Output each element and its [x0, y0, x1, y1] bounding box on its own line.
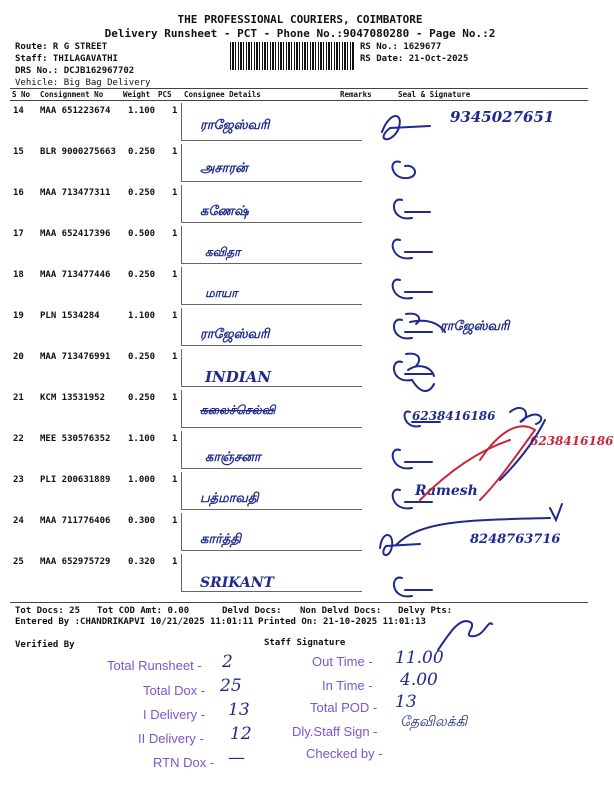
row-sno: 21	[13, 393, 24, 403]
seal-handwriting: Ramesh	[415, 483, 478, 499]
row-weight: 1.000	[128, 475, 156, 485]
row-pcs: 1	[172, 147, 178, 157]
row-weight: 0.250	[128, 147, 156, 157]
stamp-staff-sign-value: தேவிலக்கி	[400, 714, 468, 730]
col-weight: Weight	[123, 90, 151, 99]
stamp-out-time: Out Time -	[312, 654, 373, 669]
row-weight: 0.250	[128, 352, 156, 362]
row-sno: 19	[13, 311, 24, 321]
row-sno: 14	[13, 106, 24, 116]
header-rule-top	[10, 88, 588, 89]
row-weight: 0.500	[128, 229, 156, 239]
non-delvd-docs: Non Delvd Docs:	[300, 606, 382, 616]
rs-date: RS Date: 21-Oct-2025	[360, 54, 469, 64]
stamp-total-dox: Total Dox -	[143, 683, 206, 698]
row-sno: 20	[13, 352, 24, 362]
rs-number: RS No.: 1629677	[360, 42, 442, 52]
row-pcs: 1	[172, 475, 178, 485]
row-consignment: MAA 713477311	[40, 188, 111, 198]
row-weight: 0.250	[128, 270, 156, 280]
stamp-out-time-value: 11.00	[395, 648, 444, 668]
consignee-handwriting: மாயா	[205, 286, 238, 300]
stamp-rtn-dox-value: —	[228, 748, 245, 768]
row-pcs: 1	[172, 393, 178, 403]
tot-docs: Tot Docs: 25	[15, 606, 81, 616]
vehicle: Vehicle: Big Bag Delivery	[15, 78, 151, 88]
consignee-handwriting: ராஜேஸ்வரி	[200, 327, 270, 342]
printed-on: Printed On: 21-10-2025 11:01:13	[258, 617, 426, 627]
seal-handwriting: 6238416186	[412, 409, 496, 423]
row-consignment: MAA 711776406	[40, 516, 111, 526]
col-remarks: Remarks	[340, 90, 372, 99]
stamp-total-pod-value: 13	[395, 692, 417, 712]
row-consignment: KCM 13531952	[40, 393, 106, 403]
row-weight: 1.100	[128, 106, 156, 116]
row-consignment: MAA 651223674	[40, 106, 111, 116]
col-consignment: Consignment No	[40, 90, 104, 99]
row-weight: 0.250	[128, 188, 156, 198]
stamp-staff-sign: Dly.Staff Sign -	[292, 724, 378, 739]
delvy-pts: Delvy Pts:	[398, 606, 453, 616]
stamp-ii-delivery: II Delivery -	[138, 731, 204, 746]
route: Route: R G STREET	[15, 42, 108, 52]
row-sno: 23	[13, 475, 24, 485]
row-weight: 0.300	[128, 516, 156, 526]
row-weight: 0.320	[128, 557, 156, 567]
row-weight: 0.250	[128, 393, 156, 403]
consignee-handwriting: கார்த்தி	[200, 532, 242, 547]
row-sno: 22	[13, 434, 24, 444]
staff-signature-label: Staff Signature	[264, 638, 346, 648]
consignee-handwriting: INDIAN	[205, 368, 272, 386]
row-sno: 18	[13, 270, 24, 280]
runsheet-subtitle: Delivery Runsheet - PCT - Phone No.:9047080280 - Page No.:2	[104, 27, 496, 40]
stamp-checked-by: Checked by -	[306, 746, 383, 761]
stamp-ii-delivery-value: 12	[230, 724, 252, 744]
verified-by: Verified By	[15, 640, 75, 650]
col-sno: S No	[12, 90, 31, 99]
row-pcs: 1	[172, 516, 178, 526]
col-pcs: PCS	[158, 90, 172, 99]
row-pcs: 1	[172, 434, 178, 444]
seal-handwriting: 8248763716	[470, 532, 561, 547]
entered-by: Entered By :CHANDRIKAPVI 10/21/2025 11:01:11	[15, 617, 254, 627]
consignee-handwriting: SRIKANT	[200, 575, 274, 591]
row-consignment: MEE 530576352	[40, 434, 111, 444]
row-pcs: 1	[172, 311, 178, 321]
col-consignee: Consignee Details	[184, 90, 261, 99]
consignee-handwriting: காஞ்சனா	[205, 450, 261, 465]
row-consignment: MAA 652417396	[40, 229, 111, 239]
stamp-total-pod: Total POD -	[310, 700, 378, 715]
row-pcs: 1	[172, 352, 178, 362]
barcode	[230, 42, 355, 70]
row-pcs: 1	[172, 557, 178, 567]
stamp-total-dox-value: 25	[220, 676, 242, 696]
row-weight: 1.100	[128, 311, 156, 321]
row-sno: 25	[13, 557, 24, 567]
stamp-total-runsheet: Total Runsheet -	[107, 658, 202, 673]
row-consignment: PLI 200631889	[40, 475, 111, 485]
row-pcs: 1	[172, 106, 178, 116]
staff: Staff: THILAGAVATHI	[15, 54, 118, 64]
stamp-total-runsheet-value: 2	[222, 652, 233, 672]
company-name: THE PROFESSIONAL COURIERS, COIMBATORE	[177, 13, 423, 26]
row-consignment: MAA 713477446	[40, 270, 111, 280]
row-sno: 17	[13, 229, 24, 239]
tot-cod-amt: Tot COD Amt: 0.00	[97, 606, 190, 616]
consignee-handwriting: கணேஷ்	[200, 204, 249, 219]
consignee-handwriting: பத்மாவதி	[200, 491, 259, 506]
seal-handwriting: 6238416186	[530, 434, 614, 448]
row-pcs: 1	[172, 270, 178, 280]
row-pcs: 1	[172, 229, 178, 239]
stamp-i-delivery: I Delivery -	[143, 707, 206, 722]
row-consignment: BLR 9000275663	[40, 147, 116, 157]
drs-number: DRS No.: DCJB162967702	[15, 66, 135, 76]
row-sno: 24	[13, 516, 24, 526]
seal-handwriting: ராஜேஸ்வரி	[440, 319, 510, 334]
col-seal: Seal & Signature	[398, 90, 471, 99]
row-pcs: 1	[172, 188, 178, 198]
row-sno: 15	[13, 147, 24, 157]
stamp-i-delivery-value: 13	[228, 700, 250, 720]
stamp-in-time-value: 4.00	[400, 670, 438, 690]
consignee-handwriting: கலைச்செல்வி	[200, 403, 276, 417]
row-sno: 16	[13, 188, 24, 198]
stamp-rtn-dox: RTN Dox -	[153, 755, 215, 770]
consignee-handwriting: கவிதா	[205, 245, 241, 259]
consignee-handwriting: ராஜேஸ்வரி	[200, 118, 270, 133]
row-weight: 1.100	[128, 434, 156, 444]
row-consignment: PLN 1534284	[40, 311, 100, 321]
row-consignment: MAA 652975729	[40, 557, 111, 567]
signature-scribbles	[360, 100, 614, 610]
consignee-handwriting: அசாரன்	[200, 161, 248, 176]
delvd-docs: Delvd Docs:	[222, 606, 282, 616]
seal-handwriting: 9345027651	[450, 108, 555, 126]
stamp-in-time: In Time -	[322, 678, 373, 693]
row-consignment: MAA 713476991	[40, 352, 111, 362]
